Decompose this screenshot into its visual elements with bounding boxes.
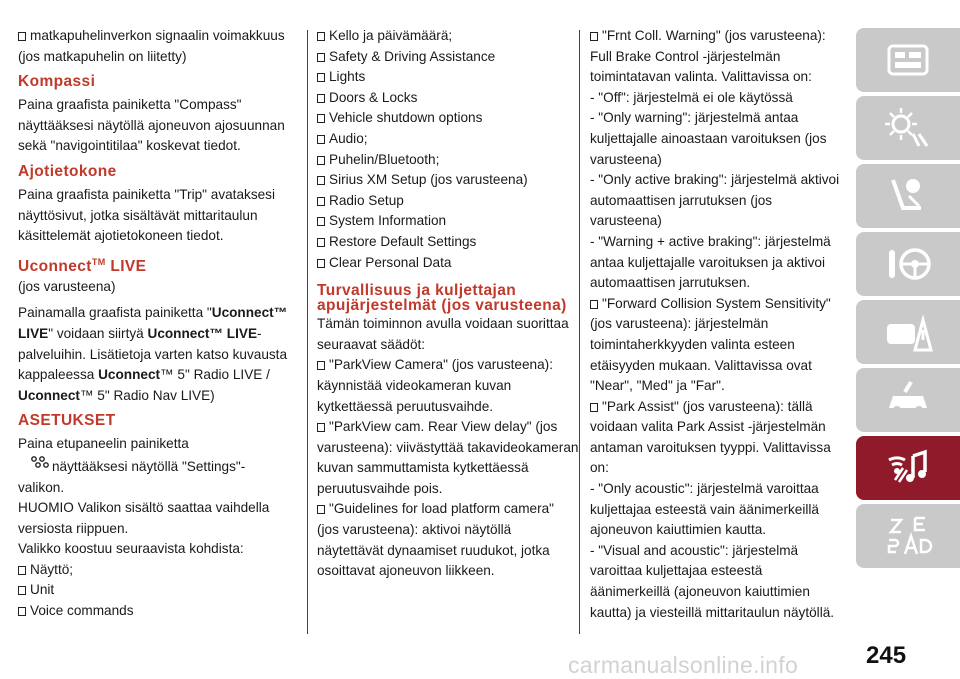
multimedia-icon [883,446,933,490]
page-number: 245 [866,642,907,669]
list-item: "Guidelines for load platform camera" (jos varusteena): aktivoi näytöllä näytettävät dynaamiset ruudukot, jotka osoittavat ajoneuvon liikkeen. [317,501,554,579]
checkbox-bullet-icon [317,505,325,514]
list-item: "ParkView cam. Rear View delay" (jos varusteena): viivästyttää takavideokameran kuvan sammuttamista kytkettäessä peruutusvaihde pois. [317,419,579,496]
paragraph-optional: (jos varusteena) [18,278,116,294]
checkbox-bullet-icon [590,32,598,41]
checkbox-bullet-icon [317,361,325,370]
checkbox-bullet-icon [317,423,325,432]
alphabet-index-icon [883,514,933,558]
paragraph-asetukset: Paina etupaneelin painiketta näyttääksesi näytöllä "Settings"-valikon. [18,436,246,495]
settings-button-icon [30,455,50,469]
paragraph-signal: matkapuhelinverkon signaalin voimakkuus (jos matkapuhelin on liitetty) [18,28,285,64]
paragraph-huomio: HUOMIO Valikon sisältö saattaa vaihdella versiosta riippuen. [18,500,270,536]
list-item: Voice commands [18,601,290,622]
column-left [18,26,290,622]
checkbox-bullet-icon [590,300,598,309]
airbag-seat-icon [883,174,933,218]
heading-uconnect-live: Uconnect™ LIVE [18,256,147,275]
list-item: Näyttö; [18,560,290,581]
list-item: Puhelin/Bluetooth; [317,150,579,171]
list-item: Vehicle shutdown options [317,108,579,129]
tab-starting-driving[interactable] [856,232,960,296]
list-item: "Frnt Coll. Warning" (jos varusteena): Full Brake Control -järjestelmän toimintatavan valinta. Valittavissa on: - "Off": järjestelmä ei ole käytössä - "Only warning": järjestelmä antaa kuljettajalle ainoastaan varoituksen (jos varusteena) - "Only active braking": järjestelmä aktivoi automaattisen jarrutuksen (jos varusteena) - "Warning + active braking": järjestelmä antaa kuljettajalle varoituksen ja aktivoi automaattisen jarrutuksen. [590,28,840,291]
checkbox-bullet-icon [317,135,325,144]
list-item: Kello ja päivämäärä; [317,26,579,47]
tab-dashboard[interactable] [856,28,960,92]
column-middle [317,26,579,582]
checkbox-bullet-icon [317,176,325,185]
tab-maintenance[interactable] [856,368,960,432]
heading-turvallisuus: Turvallisuus ja kuljettajan apujärjestelmät (jos varusteena) [317,282,567,315]
warning-lights-icon [883,106,933,150]
checkbox-bullet-icon [317,53,325,62]
list-item: Clear Personal Data [317,253,579,274]
tab-warning-lights[interactable] [856,96,960,160]
column-divider [307,30,308,634]
column-right [590,26,842,623]
car-dashboard-icon [883,38,933,82]
checkbox-bullet-icon [317,114,325,123]
list-item: Restore Default Settings [317,232,579,253]
paragraph-kompassi: Paina graafista painiketta "Compass" näyttääksesi näytöllä ajoneuvon ajosuunnan sekä "navigointitilaa" koskevat tiedot. [18,97,285,154]
list-item: System Information [317,211,579,232]
list-item: Radio Setup [317,191,579,212]
checkbox-bullet-icon [317,32,325,41]
list-item: Doors & Locks [317,88,579,109]
paragraph-uconnect: Painamalla graafista painiketta "Uconnect™ LIVE" voidaan siirtyä Uconnect™ LIVE-palveluihin. Lisätietoja varten katso kuvausta kappaleessa Uconnect™ 5" Radio LIVE / Uconnect™ 5" Radio Nav LIVE) [18,305,288,403]
checkbox-bullet-icon [18,566,26,575]
chapter-tabs [852,28,960,628]
key-steering-wheel-icon [883,242,933,286]
checkbox-bullet-icon [317,156,325,165]
list-item: "Forward Collision System Sensitivity" (jos varusteena): järjestelmän toimintaherkkyyden valinta esteen etäisyyden mukaan. Valittavissa ovat "Near", "Med" ja "Far". [590,295,831,394]
checkbox-bullet-icon [18,32,26,41]
paragraph-intro: Tämän toiminnon avulla voidaan suorittaa seuraavat säädöt: [317,316,569,352]
paragraph-ajotietokone: Paina graafista painiketta "Trip" avataksesi näyttösivut, jotka sisältävät mittaritaulun käsittelemät ajotietokoneen tiedot. [18,186,275,244]
watermark: carmanualsonline.info [568,652,799,678]
wrench-car-icon [883,378,933,422]
list-item: Unit [18,580,290,601]
list-item: Safety & Driving Assistance [317,47,579,68]
checkbox-bullet-icon [590,403,598,412]
checkbox-bullet-icon [18,607,26,616]
heading-ajotietokone: Ajotietokone [18,162,117,180]
list-item: Lights [317,67,579,88]
checkbox-bullet-icon [317,238,325,247]
column-divider [579,30,580,634]
tab-index[interactable] [856,504,960,568]
tab-safety[interactable] [856,164,960,228]
heading-kompassi: Kompassi [18,73,96,91]
list-item: Audio; [317,129,579,150]
tab-emergency[interactable] [856,300,960,364]
checkbox-bullet-icon [18,586,26,595]
checkbox-bullet-icon [317,217,325,226]
list-item: "ParkView Camera" (jos varusteena): käynnistää videokameran kuvan kytkettäessä peruutusvaihde. [317,357,553,414]
emergency-triangle-icon [883,310,933,354]
checkbox-bullet-icon [317,73,325,82]
heading-asetukset: ASETUKSET [18,412,116,430]
checkbox-bullet-icon [317,259,325,268]
list-item: "Park Assist" (jos varusteena): tällä voidaan valita Park Assist -järjestelmän antaman varoituksen tyyppi. Valittavissa on: - "Only acoustic": järjestelmä varoittaa kuljettajaa esteestä vain äänimerkeillä ajoneuvon kaiuttimien kautta. - "Visual and acoustic": järjestelmä varoittaa kuljettajaa esteestä äänimerkeillä (ajoneuvon kaiuttimien kautta) ja viesteillä mittaritaulun näytöllä. [590,398,835,620]
list-item: Sirius XM Setup (jos varusteena) [317,170,579,191]
checkbox-bullet-icon [317,197,325,206]
paragraph-valikko: Valikko koostuu seuraavista kohdista: [18,541,244,557]
checkbox-bullet-icon [317,94,325,103]
tab-multimedia[interactable] [856,436,960,500]
